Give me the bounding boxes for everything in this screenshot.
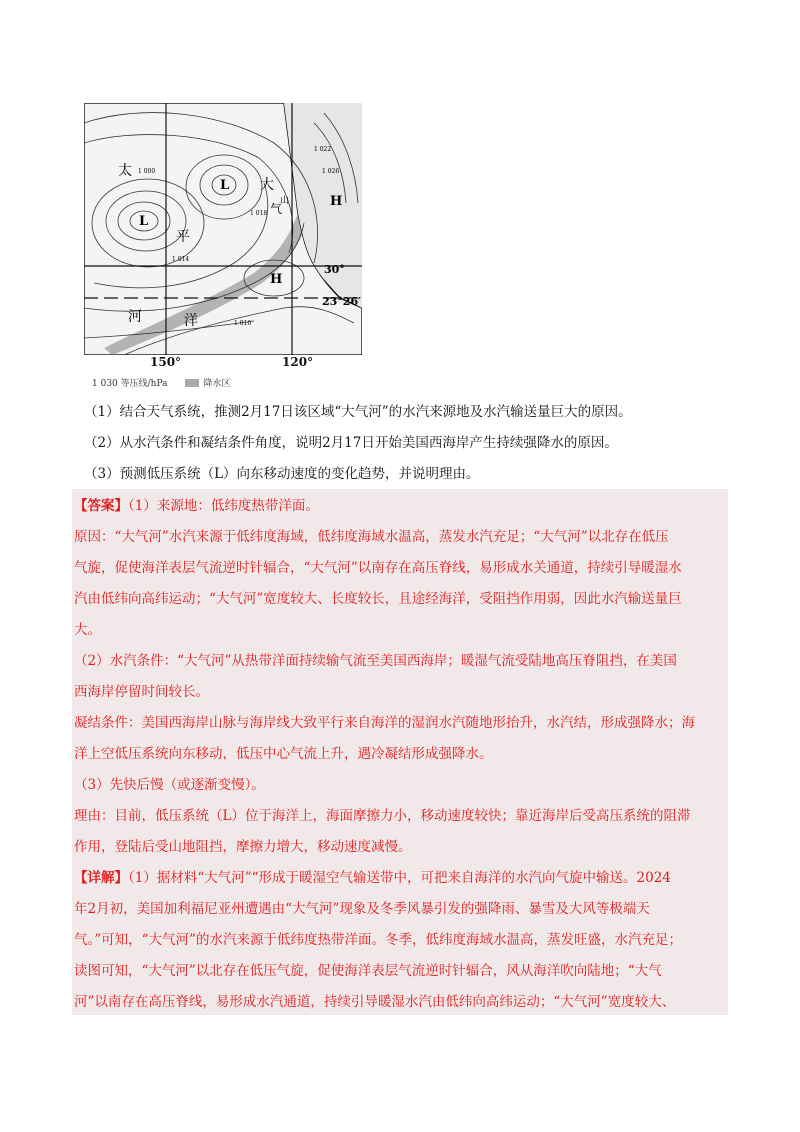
isobar-1014: 1 014 bbox=[172, 256, 190, 263]
answer-line-10: （3）先快后慢（或逐渐变慢）。 bbox=[74, 777, 265, 793]
map-low-2: L bbox=[220, 178, 230, 193]
map-label-ping: 平 bbox=[176, 229, 190, 245]
lon-120-label: 120° bbox=[282, 355, 314, 369]
map-label-da: 大 bbox=[260, 177, 274, 193]
answer-line-4: 汽由低纬向高纬运动；“大气河”宽度较大、长度较长，且途经海洋，受阻挡作用弱，因此水汽输送量巨 bbox=[74, 591, 682, 607]
detail-line-3: 气。”可知，“大气河”的水汽来源于低纬度热带洋面。冬季，低纬度海域水温高，蒸发旺盛，水汽充足； bbox=[74, 932, 682, 948]
answer-line-9: 洋上空低压系统向东移动，低压中心气流上升，遇冷凝结形成强降水。 bbox=[74, 746, 493, 762]
map-high-2: H bbox=[270, 272, 283, 287]
legend-rain: 降水区 bbox=[203, 379, 231, 389]
isobar-1016: 1 016 bbox=[234, 320, 252, 327]
answer-line-7: 西海岸停留时间较长。 bbox=[74, 684, 209, 700]
isobar-1018: 1 018 bbox=[250, 210, 268, 217]
answer-line-8: 凝结条件：美国西海岸山脉与海岸线大致平行来自海洋的湿润水汽随地形抬升，水汽结，形成强降水；海 bbox=[74, 715, 695, 731]
map-label-he: 河 bbox=[128, 309, 142, 325]
legend-rain-swatch bbox=[185, 379, 199, 387]
detail-line-5: 河”以南存在高压脊线，易形成水汽通道，持续引导暖湿水汽由低纬向高纬运动；“大气河”宽度较大、 bbox=[74, 994, 676, 1010]
question-2: （2）从水汽条件和凝结条件角度，说明2月17日开始美国西海岸产生持续强降水的原因。 bbox=[84, 435, 618, 451]
map-label-yang: 洋 bbox=[184, 313, 198, 329]
answer-line-1 bbox=[74, 496, 726, 516]
detail-line-2: 年2月初，美国加利福尼亚州遭遇由“大气河”现象及冬季风暴引发的强降雨、暴雪及大风等极端天 bbox=[74, 901, 650, 917]
question-3: （3）预测低压系统（L）向东移动速度的变化趋势，并说明理由。 bbox=[84, 466, 480, 482]
isobar-1026: 1 026 bbox=[322, 168, 340, 175]
map-high-1: H bbox=[330, 194, 343, 209]
detail-text-1: （1）据材料“大气河”“形成于暖湿空气输送带中，可把来自海洋的水汽向气旋中输送。2024 bbox=[128, 870, 671, 886]
lat-30-label: 30° bbox=[324, 263, 345, 276]
map-legend bbox=[92, 376, 231, 389]
detail-line-4: 读图可知，“大气河”以北存在低压气旋，促使海洋表层气流逆时针辐合，风从海洋吹向陆地；“大气 bbox=[74, 963, 662, 979]
answer-tag: 【答案】 bbox=[74, 498, 128, 514]
legend-isobar: 1 030 等压线/hPa bbox=[92, 379, 168, 389]
detail-line-1 bbox=[74, 868, 726, 888]
weather-map bbox=[84, 103, 362, 355]
lat-2326-label: 23°26′ bbox=[322, 295, 362, 308]
question-1: （1）结合天气系统，推测2月17日该区域“大气河”的水汽来源地及水汽输送量巨大的原因。 bbox=[84, 404, 632, 420]
lon-150-label: 150° bbox=[150, 355, 182, 369]
answer-block bbox=[72, 489, 728, 1015]
answer-text-1: （1）来源地：低纬度热带洋面。 bbox=[128, 498, 319, 514]
answer-line-2: 原因：“大气河”水汽来源于低纬度海域，低纬度海域水温高，蒸发水汽充足；“大气河”以北存在低压 bbox=[74, 529, 669, 545]
answer-line-3: 气旋，促使海洋表层气流逆时针辐合，“大气河”以南存在高压脊线，易形成水关通道，持续引导暖湿水 bbox=[74, 560, 682, 576]
answer-line-12: 作用，登陆后受山地阻挡，摩擦力增大，移动速度减慢。 bbox=[74, 839, 412, 855]
answer-line-5: 大。 bbox=[74, 622, 101, 638]
map-label-tai: 太 bbox=[118, 163, 132, 179]
answer-line-6: （2）水汽条件：“大气河”从热带洋面持续输气流至美国西海岸；暖湿气流受陆地高压脊阻挡，在美国 bbox=[74, 653, 677, 669]
detail-tag: 【详解】 bbox=[74, 870, 128, 886]
map-low-1: L bbox=[139, 214, 149, 229]
map-label-shan: 山 bbox=[280, 196, 290, 206]
answer-line-11: 理由：目前，低压系统（L）位于海洋上，海面摩擦力小，移动速度较快；靠近海岸后受高压系统的阻滞 bbox=[74, 808, 691, 824]
isobar-1000: 1 000 bbox=[138, 168, 156, 175]
isobar-1022: 1 022 bbox=[314, 146, 332, 153]
map-label-qi: 气 bbox=[270, 202, 283, 216]
